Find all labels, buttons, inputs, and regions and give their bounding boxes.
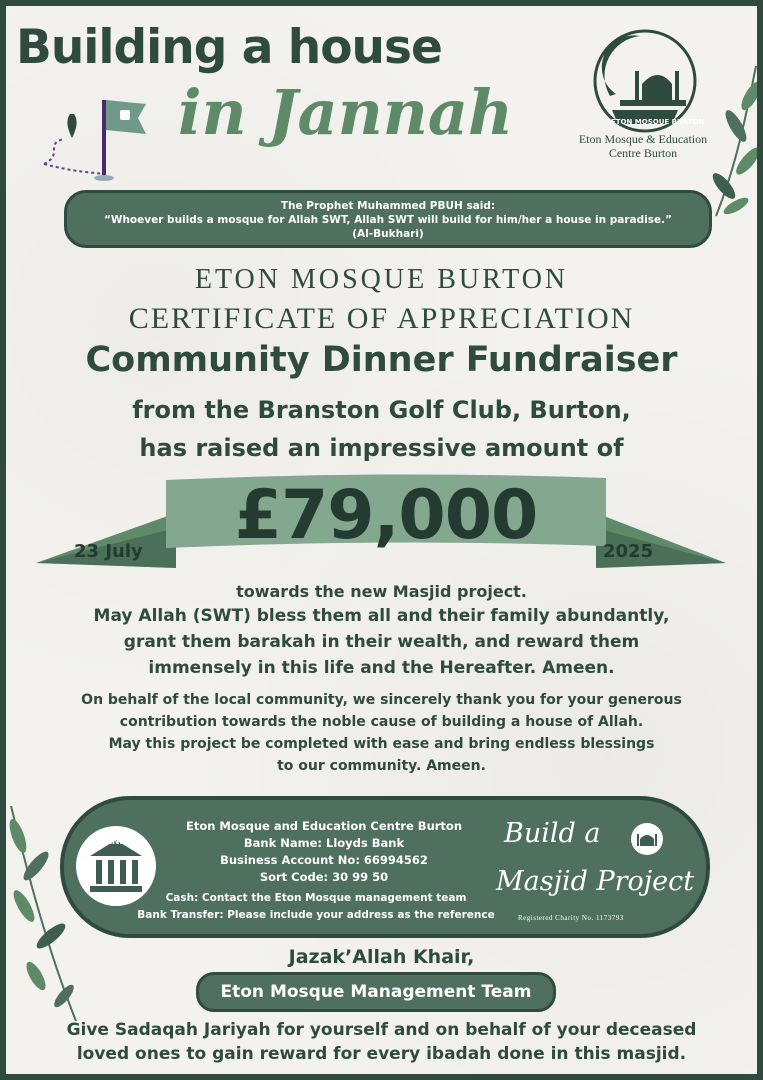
thanks-line: On behalf of the local community, we sincerely thank you for your generous: [81, 692, 682, 708]
bank-icon-label: BANK: [98, 837, 127, 847]
date-year: 2025: [603, 541, 654, 562]
bank-line: Bank Name: Lloyds Bank: [243, 836, 405, 850]
mosque-logo-icon: [630, 822, 664, 856]
quote-line1: The Prophet Muhammed PBUH said:: [280, 200, 496, 212]
project-line1: Build a: [504, 818, 601, 849]
team-badge: Eton Mosque Management Team: [196, 972, 556, 1012]
logo-arc-text: ETON MOSQUE BURTON: [611, 118, 705, 126]
message-line: towards the new Masjid project.: [236, 582, 527, 601]
bank-note: Cash: Contact the Eton Mosque management team: [165, 892, 467, 904]
thanks-line: May this project be completed with ease and bring endless blessings: [108, 736, 655, 752]
footer-line: loved ones to gain reward for every ibadah done in this masjid.: [76, 1044, 687, 1064]
bank-note: Bank Transfer: Please include your address as the reference: [137, 909, 495, 921]
raised-amount: £79,000: [234, 476, 538, 555]
thanks-line: to our community. Ameen.: [277, 758, 486, 774]
message-line: May Allah (SWT) bless them all and their family abundantly,: [93, 606, 670, 626]
logo-name: Eton Mosque & Education Centre Burton: [578, 132, 708, 160]
certificate-heading: CERTIFICATE OF APPRECIATION: [128, 302, 635, 335]
thanks-line: contribution towards the noble cause of building a house of Allah.: [119, 714, 644, 730]
org-heading: ETON MOSQUE BURTON: [194, 264, 569, 295]
title-line1: Building a house: [16, 20, 442, 75]
bank-info: [124, 818, 524, 886]
bank-line: Sort Code: 30 99 50: [259, 870, 389, 884]
title-line2: in Jannah: [178, 76, 514, 149]
bank-line: Business Account No: 66994562: [220, 853, 428, 867]
quote-line3: (Al-Bukhari): [352, 228, 424, 240]
golf-flag-icon: [34, 94, 154, 184]
message-line: grant them barakah in their wealth, and reward them: [123, 632, 640, 652]
bank-notes: [126, 890, 506, 924]
message-line: immensely in this life and the Hereafter. Ameen.: [148, 658, 615, 678]
charity-number: Registered Charity No. 1173793: [518, 914, 624, 922]
certificate-page: [6, 6, 757, 1074]
project-line2: Masjid Project: [496, 866, 695, 897]
quote-line2: “Whoever builds a mosque for Allah SWT, Allah SWT will build for him/her a house in paradise.”: [103, 214, 673, 226]
hadith-quote-box: [64, 190, 712, 248]
jazak-line: Jazak’Allah Khair,: [288, 946, 475, 968]
footer-line: Give Sadaqah Jariyah for yourself and on behalf of your deceased: [66, 1020, 697, 1040]
date-day-month: 23 July: [74, 541, 143, 562]
bank-line: Eton Mosque and Education Centre Burton: [185, 819, 463, 833]
from-line: from the Branston Golf Club, Burton,: [132, 396, 631, 424]
event-heading: Community Dinner Fundraiser: [85, 340, 678, 380]
raised-line: has raised an impressive amount of: [139, 434, 624, 462]
